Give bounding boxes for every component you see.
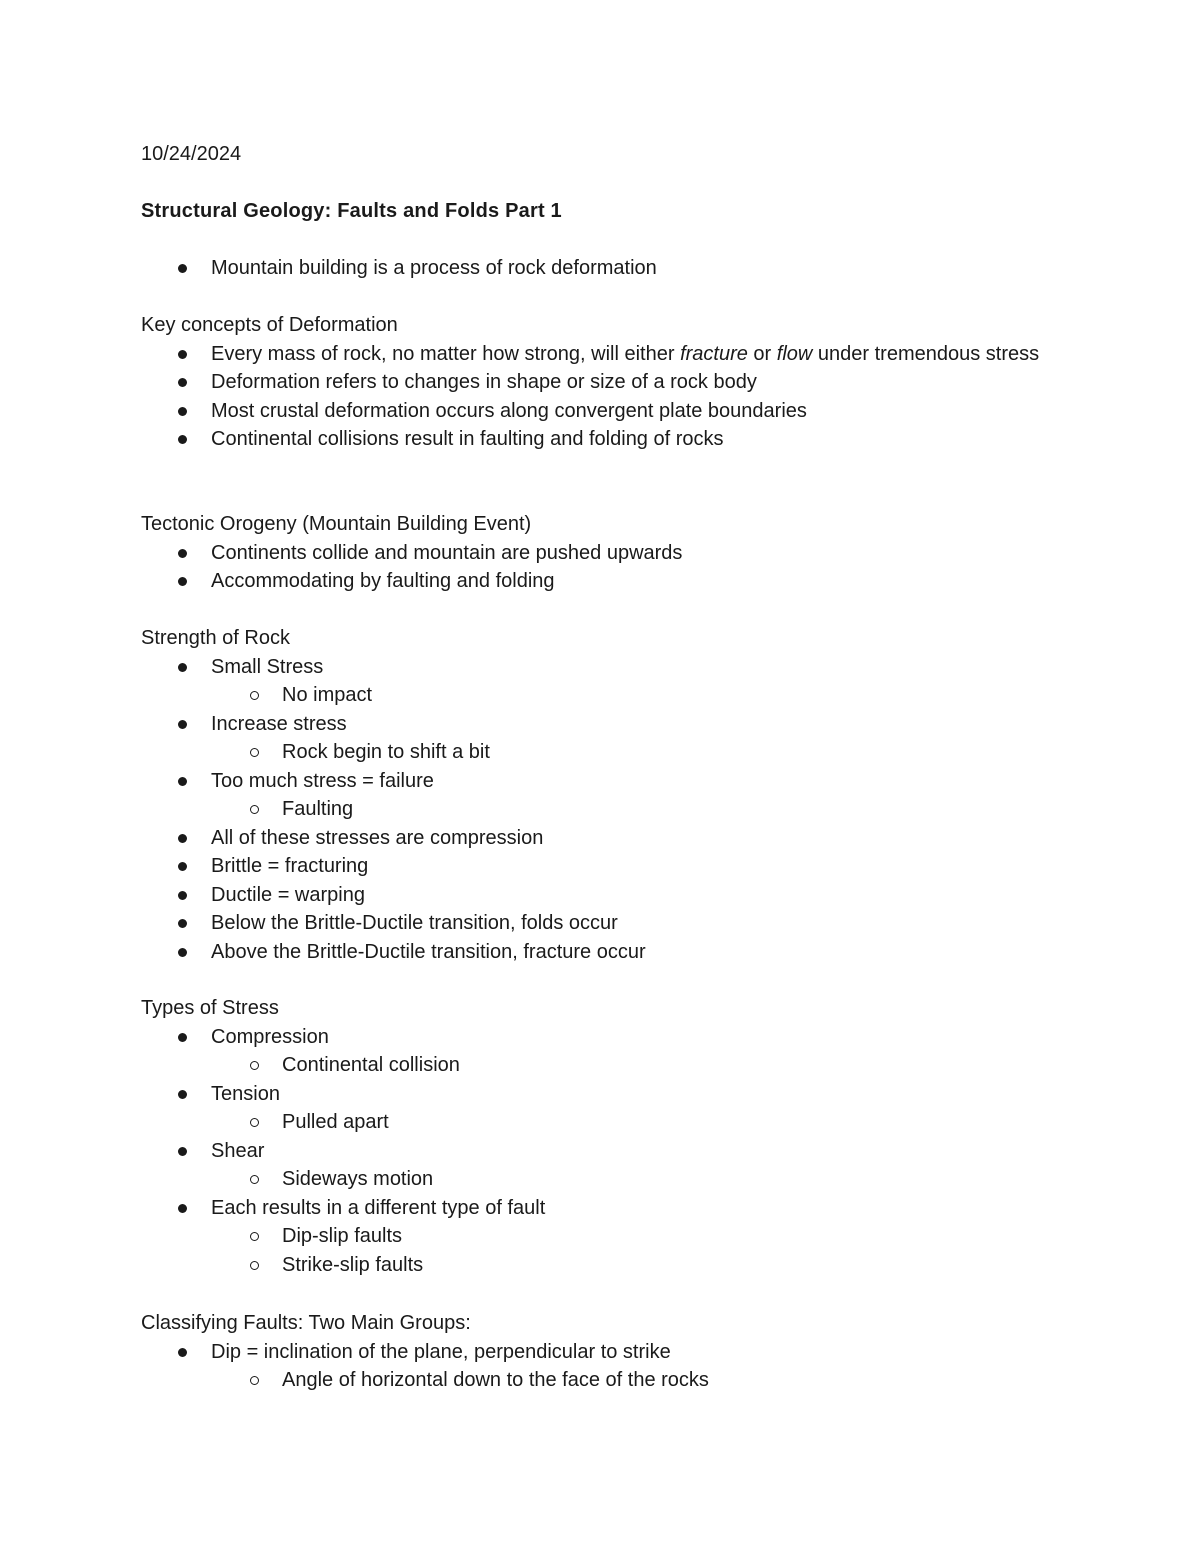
- filled-bullet-icon: [178, 378, 187, 387]
- list-item: Mountain building is a process of rock deformation: [141, 254, 1071, 283]
- sub-list-item: Angle of horizontal down to the face of the rocks: [141, 1366, 1071, 1395]
- hollow-bullet-icon: [250, 1232, 259, 1241]
- hollow-bullet-icon: [250, 691, 259, 700]
- filled-bullet-icon: [178, 264, 187, 273]
- classifying-section: [141, 1309, 1071, 1395]
- list-item: Compression: [141, 1023, 1071, 1052]
- filled-bullet-icon: [178, 663, 187, 672]
- strength-section: [141, 624, 1071, 966]
- section-heading: Classifying Faults: Two Main Groups:: [141, 1312, 471, 1334]
- key-concepts-section: [141, 311, 1071, 454]
- sub-list-item: Continental collision: [141, 1051, 1071, 1080]
- page-title: Structural Geology: Faults and Folds Part 1: [141, 200, 562, 222]
- filled-bullet-icon: [178, 435, 187, 444]
- list-item: Dip = inclination of the plane, perpendicular to strike: [141, 1338, 1071, 1367]
- list-item: Small Stress: [141, 653, 1071, 682]
- filled-bullet-icon: [178, 834, 187, 843]
- note-date: 10/24/2024: [141, 143, 242, 165]
- filled-bullet-icon: [178, 407, 187, 416]
- sub-list-item: Faulting: [141, 795, 1071, 824]
- hollow-bullet-icon: [250, 1261, 259, 1270]
- hollow-bullet-icon: [250, 1376, 259, 1385]
- sub-list-item: Pulled apart: [141, 1108, 1071, 1137]
- list-item: Ductile = warping: [141, 881, 1071, 910]
- list-item: Above the Brittle-Ductile transition, fracture occur: [141, 938, 1071, 967]
- filled-bullet-icon: [178, 577, 187, 586]
- sub-list-item: Strike-slip faults: [141, 1251, 1071, 1280]
- section-heading: Tectonic Orogeny (Mountain Building Event): [141, 513, 532, 535]
- bullet-list: [141, 1023, 1071, 1280]
- section-heading: Strength of Rock: [141, 627, 290, 649]
- bullet-list: [141, 539, 1071, 596]
- list-item: Deformation refers to changes in shape or size of a rock body: [141, 368, 1071, 397]
- filled-bullet-icon: [178, 549, 187, 558]
- intro-section: [141, 254, 1071, 283]
- filled-bullet-icon: [178, 1204, 187, 1213]
- filled-bullet-icon: [178, 720, 187, 729]
- bullet-list: [141, 653, 1071, 967]
- list-item: Most crustal deformation occurs along convergent plate boundaries: [141, 397, 1071, 426]
- list-item: Continental collisions result in faulting and folding of rocks: [141, 425, 1071, 454]
- stress-types-section: [141, 994, 1071, 1279]
- filled-bullet-icon: [178, 891, 187, 900]
- filled-bullet-icon: [178, 1090, 187, 1099]
- bullet-list: [141, 254, 1071, 283]
- hollow-bullet-icon: [250, 1061, 259, 1070]
- list-item: Brittle = fracturing: [141, 852, 1071, 881]
- orogeny-section: [141, 510, 1071, 596]
- filled-bullet-icon: [178, 919, 187, 928]
- sub-list-item: Sideways motion: [141, 1165, 1071, 1194]
- section-heading: Key concepts of Deformation: [141, 314, 398, 336]
- list-item: All of these stresses are compression: [141, 824, 1071, 853]
- list-item: Each results in a different type of fault: [141, 1194, 1071, 1223]
- list-item: Accommodating by faulting and folding: [141, 567, 1071, 596]
- filled-bullet-icon: [178, 1348, 187, 1357]
- list-item: Continents collide and mountain are pushed upwards: [141, 539, 1071, 568]
- filled-bullet-icon: [178, 862, 187, 871]
- list-item: Tension: [141, 1080, 1071, 1109]
- sub-list-item: No impact: [141, 681, 1071, 710]
- list-item: Below the Brittle-Ductile transition, folds occur: [141, 909, 1071, 938]
- bullet-list: [141, 1338, 1071, 1395]
- filled-bullet-icon: [178, 1147, 187, 1156]
- list-item: Too much stress = failure: [141, 767, 1071, 796]
- list-item: Shear: [141, 1137, 1071, 1166]
- filled-bullet-icon: [178, 350, 187, 359]
- hollow-bullet-icon: [250, 1118, 259, 1127]
- section-heading: Types of Stress: [141, 997, 279, 1019]
- filled-bullet-icon: [178, 777, 187, 786]
- filled-bullet-icon: [178, 1033, 187, 1042]
- filled-bullet-icon: [178, 948, 187, 957]
- sub-list-item: Dip-slip faults: [141, 1222, 1071, 1251]
- list-item: Increase stress: [141, 710, 1071, 739]
- hollow-bullet-icon: [250, 805, 259, 814]
- sub-list-item: Rock begin to shift a bit: [141, 738, 1071, 767]
- list-item: Every mass of rock, no matter how strong, will either fracture or flow under tremendous stress: [141, 340, 1071, 369]
- hollow-bullet-icon: [250, 1175, 259, 1184]
- hollow-bullet-icon: [250, 748, 259, 757]
- bullet-list: [141, 340, 1071, 454]
